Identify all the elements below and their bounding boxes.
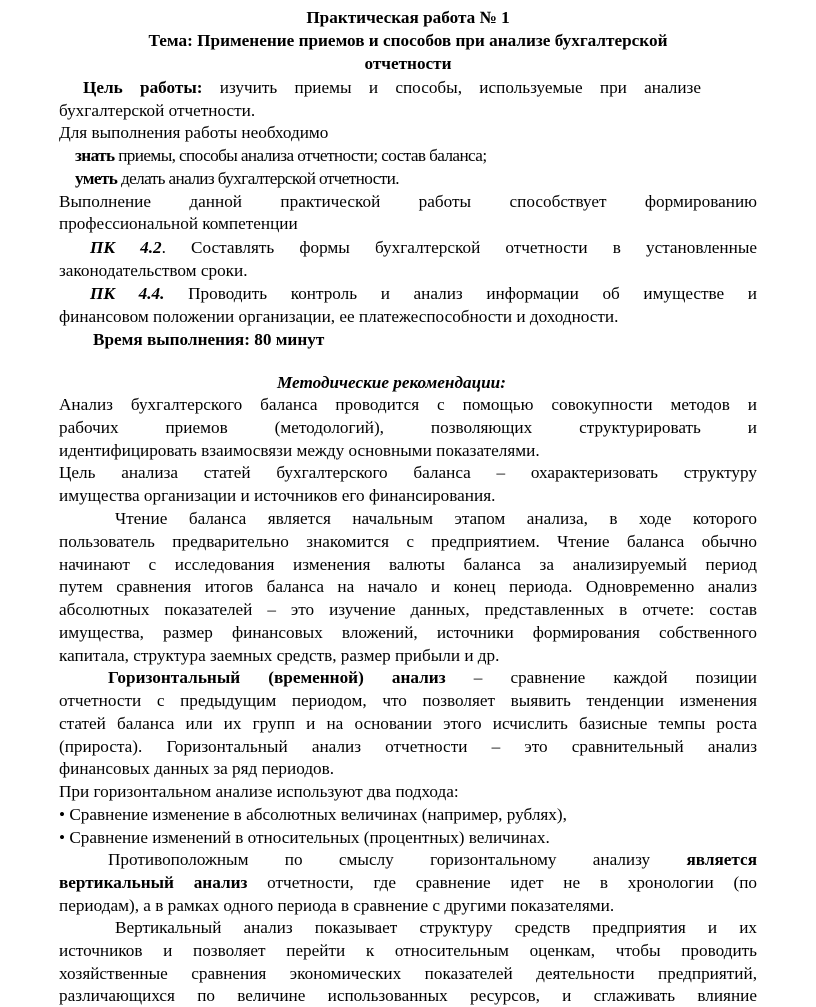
vertical-analysis-text: Противоположным по смыслу горизонтальному анализу	[108, 850, 687, 869]
pk42-line-1	[90, 237, 757, 259]
pk42-line-2: законодательством сроки.	[59, 261, 248, 280]
paragraph-line: финансовых данных за ряд периодов.	[59, 759, 335, 778]
paragraph-line: пользователь предварительно знакомится с предприятием. Чтение баланса обычно	[59, 532, 757, 551]
paragraph-line: источников и позволяет перейти к относительным оценкам, чтобы проводить	[59, 941, 757, 960]
pk44-label: ПК 4.4.	[90, 284, 165, 303]
time-line: Время выполнения: 80 минут	[93, 330, 325, 349]
vertical-analysis-term: вертикальный анализ	[59, 873, 248, 892]
paragraph-line: рабочих приемов (методологий), позволяющих структурировать и	[59, 418, 757, 437]
bullet-item: • Сравнение изменение в абсолютных величинах (например, рублях),	[59, 805, 567, 824]
paragraph-line: Цель анализа статей бухгалтерского баланса – охарактеризовать структуру	[59, 463, 757, 482]
horizontal-analysis-text: – сравнение каждой позиции	[445, 668, 757, 687]
paragraph-line: различающихся по величине использованных ресурсов, и сглаживать влияние	[59, 986, 757, 1005]
paragraph-line: отчетности с предыдущим периодом, что позволяет выявить тенденции изменения	[59, 691, 757, 710]
method-heading: Методические рекомендации:	[277, 373, 506, 392]
paragraph-line: Анализ бухгалтерского баланса проводится с помощью совокупности методов и	[59, 395, 757, 414]
horizontal-analysis-term: Горизонтальный (временной) анализ	[108, 668, 446, 687]
paragraph-line: При горизонтальном анализе используют два подхода:	[59, 782, 459, 801]
paragraph-line: капитала, структура заемных средств, размер прибыли и др.	[59, 646, 500, 665]
paragraph-line: Вертикальный анализ показывает структуру средств предприятия и их	[115, 918, 757, 937]
pk44-line-2: финансовом положении организации, ее платежеспособности и доходности.	[59, 307, 619, 326]
goal-line-1	[83, 77, 749, 99]
paragraph-line: начинают с исследования изменения валюты баланса за анализируемый период	[59, 555, 757, 574]
know-label: знать	[75, 146, 115, 165]
vertical-analysis-text: отчетности, где сравнение идет не в хронологии (по	[247, 873, 757, 892]
pk44-line-1	[90, 283, 757, 305]
competence-line-1: Выполнение данной практической работы способствует формированию	[59, 192, 757, 211]
paragraph-line: имущества, размер финансовых вложений, источники формирования собственного	[59, 623, 757, 642]
horizontal-analysis-line	[108, 667, 757, 689]
pk42-label: ПК 4.2	[90, 238, 162, 257]
can-text: делать анализ бухгалтерской отчетности.	[117, 169, 399, 188]
paragraph-line: абсолютных показателей – это изучение данных, представленных в отчете: состав	[59, 600, 757, 619]
competence-line-2: профессиональной компетенции	[59, 214, 298, 233]
paragraph-line: периодам), а в рамках одного периода в сравнение с другими показателями.	[59, 896, 615, 915]
goal-line-2: бухгалтерской отчетности.	[59, 101, 256, 120]
pk42-text: . Составлять формы бухгалтерской отчетности в установленные	[161, 238, 758, 257]
topic-line-1: Тема: Применение приемов и способов при анализе бухгалтерской	[148, 31, 668, 50]
page-title: Практическая работа № 1	[306, 8, 510, 27]
paragraph-line: статей баланса или их групп и на основании этого исчислить базисные темпы роста	[59, 714, 757, 733]
paragraph-line: идентифицировать взаимосвязи между основными показателями.	[59, 441, 540, 460]
paragraph-line: хозяйственные сравнения экономических показателей деятельности предприятий,	[59, 964, 757, 983]
paragraph-line: (прироста). Горизонтальный анализ отчетности – это сравнительный анализ	[59, 737, 757, 756]
vertical-analysis-line-1	[108, 849, 757, 871]
topic-line-2: отчетности	[364, 54, 452, 73]
vertical-analysis-bold: является	[686, 850, 757, 869]
pk44-text: Проводить контроль и анализ информации об имуществе и	[164, 284, 757, 303]
can-line	[75, 168, 399, 190]
requirements-intro: Для выполнения работы необходимо	[59, 123, 329, 142]
paragraph-line: Чтение баланса является начальным этапом анализа, в ходе которого	[115, 509, 757, 528]
paragraph-line: имущества организации и источников его финансирования.	[59, 486, 496, 505]
goal-text: изучить приемы и способы, используемые при анализе	[219, 78, 701, 97]
goal-label: Цель работы:	[83, 78, 203, 97]
vertical-analysis-line-2	[59, 872, 757, 894]
know-text: приемы, способы анализа отчетности; состав баланса;	[114, 146, 487, 165]
paragraph-line: путем сравнения итогов баланса на начало и конец периода. Одновременно анализ	[59, 577, 757, 596]
know-line	[75, 145, 487, 167]
bullet-item: • Сравнение изменений в относительных (процентных) величинах.	[59, 828, 550, 847]
can-label: уметь	[75, 169, 118, 188]
